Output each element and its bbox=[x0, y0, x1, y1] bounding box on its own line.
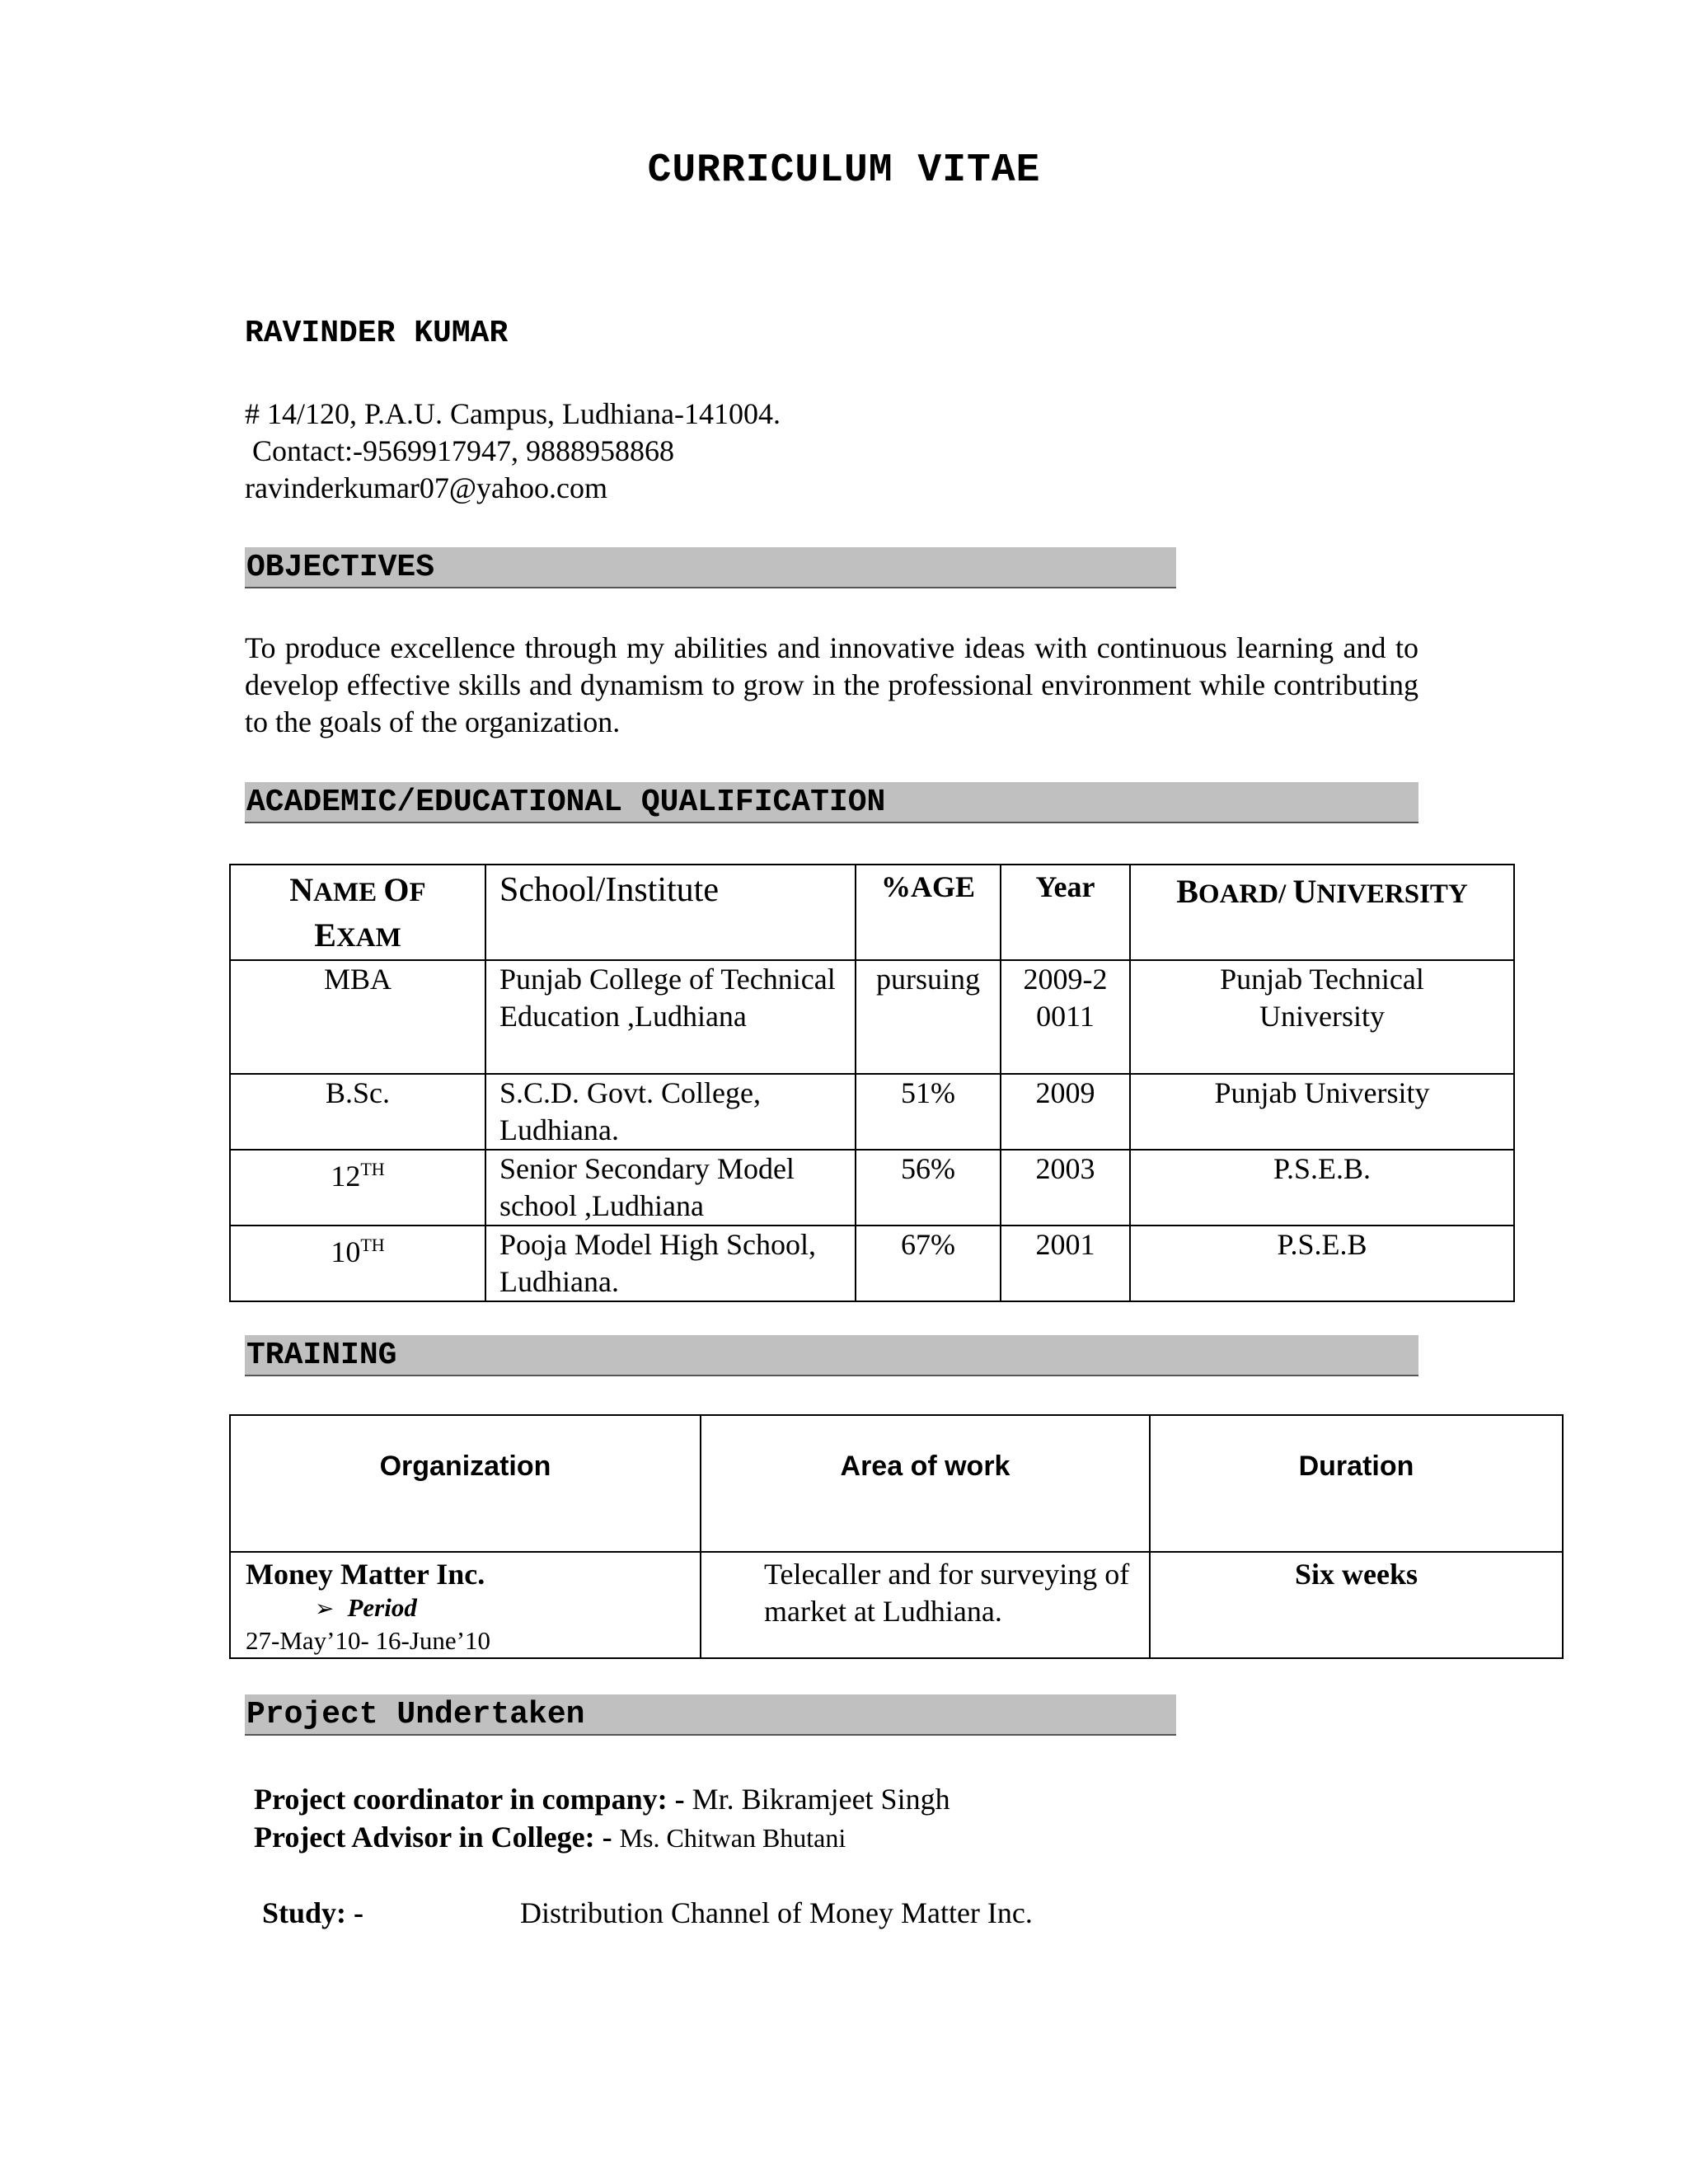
exam-cell bbox=[230, 1150, 485, 1226]
exam-cell bbox=[230, 960, 485, 1074]
table-row bbox=[230, 960, 1514, 1074]
board-cell: P.S.E.B. bbox=[1130, 1150, 1514, 1226]
header-board-part-oard: OARD bbox=[1198, 879, 1279, 909]
school-cell: Senior Secondary Model school ,Ludhiana bbox=[485, 1150, 856, 1226]
organization-name: Money Matter Inc. bbox=[246, 1558, 485, 1591]
organization-cell bbox=[230, 1552, 701, 1658]
header-name-of-exam bbox=[230, 865, 485, 960]
year-cell: 2003 bbox=[1001, 1150, 1130, 1226]
exam-name: 10 bbox=[331, 1235, 361, 1268]
exam-name: MBA bbox=[323, 963, 392, 996]
email-address: ravinderkumar07@yahoo.com bbox=[245, 471, 608, 504]
project-advisor-label: Project Advisor in College: - bbox=[254, 1821, 620, 1854]
header-exam-part-ame: AME bbox=[313, 878, 384, 907]
training-header-row bbox=[230, 1415, 1563, 1552]
percentage-cell: 56% bbox=[856, 1150, 1001, 1226]
section-heading-training: TRAINING bbox=[245, 1335, 1418, 1376]
header-year: Year bbox=[1001, 865, 1130, 960]
percentage-cell: pursuing bbox=[856, 960, 1001, 1074]
section-heading-project: Project Undertaken bbox=[245, 1694, 1176, 1736]
header-duration: Duration bbox=[1150, 1415, 1563, 1552]
document-title: CURRICULUM VITAE bbox=[647, 148, 1041, 193]
header-board-letter-u: U bbox=[1292, 873, 1317, 910]
project-coordinator-line bbox=[254, 1782, 950, 1816]
header-board-part-niversity: NIVERSITY bbox=[1316, 879, 1468, 909]
phone-numbers: Contact:-9569917947, 9888958868 bbox=[245, 434, 674, 467]
period-dates: 27-May’10- 16-June’10 bbox=[246, 1626, 491, 1655]
project-coordinator-label: Project coordinator in company: - bbox=[254, 1783, 692, 1816]
exam-name: 12 bbox=[331, 1160, 361, 1193]
study-text: Distribution Channel of Money Matter Inc. bbox=[520, 1896, 1033, 1929]
header-area-of-work: Area of work bbox=[701, 1415, 1150, 1552]
header-board-letter-b: B bbox=[1176, 873, 1198, 910]
exam-superscript: TH bbox=[360, 1235, 385, 1255]
header-exam-letter-n: N bbox=[289, 871, 314, 908]
education-table bbox=[229, 864, 1515, 1302]
year-cell: 2009-2 0011 bbox=[1001, 960, 1130, 1074]
project-advisor-line bbox=[254, 1820, 846, 1854]
header-percentage: %AGE bbox=[856, 865, 1001, 960]
header-exam-part-xam: XAM bbox=[335, 923, 401, 953]
header-organization: Organization bbox=[230, 1415, 701, 1552]
objective-text: To produce excellence through my abilities and innovative ideas with continuous learning and to develop effective skills and dynamism to grow in the professional environment while contributing to the goals of the organization. bbox=[245, 631, 1418, 738]
duration-cell: Six weeks bbox=[1150, 1552, 1563, 1658]
exam-cell bbox=[230, 1226, 485, 1301]
table-row bbox=[230, 1226, 1514, 1301]
exam-name: B.Sc. bbox=[325, 1076, 390, 1109]
exam-superscript: TH bbox=[360, 1159, 385, 1179]
address: # 14/120, P.A.U. Campus, Ludhiana-141004. bbox=[245, 397, 781, 430]
period-label: Period bbox=[347, 1593, 417, 1622]
percentage-cell: 67% bbox=[856, 1226, 1001, 1301]
header-board-separator: / bbox=[1278, 879, 1293, 909]
study-label: Study: - bbox=[262, 1896, 364, 1929]
section-heading-objectives: OBJECTIVES bbox=[245, 547, 1176, 588]
area-of-work-cell: Telecaller and for surveying of market at Ludhiana. bbox=[701, 1552, 1150, 1658]
period-row bbox=[246, 1592, 700, 1624]
table-row bbox=[230, 1150, 1514, 1226]
candidate-name: RAVINDER KUMAR bbox=[245, 316, 509, 351]
header-school: School/Institute bbox=[485, 865, 856, 960]
percentage-cell: 51% bbox=[856, 1074, 1001, 1150]
header-exam-letter-e: E bbox=[314, 916, 336, 954]
education-header-row bbox=[230, 865, 1514, 960]
table-row bbox=[230, 1552, 1563, 1658]
project-advisor-name: Ms. Chitwan Bhutani bbox=[619, 1823, 846, 1853]
year-cell: 2001 bbox=[1001, 1226, 1130, 1301]
section-heading-academic: ACADEMIC/EDUCATIONAL QUALIFICATION bbox=[245, 782, 1418, 823]
training-table bbox=[229, 1414, 1564, 1659]
header-exam-letter-f: F bbox=[409, 878, 426, 907]
year-cell: 2009 bbox=[1001, 1074, 1130, 1150]
header-exam-letter-o: O bbox=[383, 871, 410, 908]
board-cell: Punjab Technical University bbox=[1130, 960, 1514, 1074]
table-row bbox=[230, 1074, 1514, 1150]
board-cell: Punjab University bbox=[1130, 1074, 1514, 1150]
school-cell: Pooja Model High School, Ludhiana. bbox=[485, 1226, 856, 1301]
board-cell: P.S.E.B bbox=[1130, 1226, 1514, 1301]
exam-cell bbox=[230, 1074, 485, 1150]
school-cell: S.C.D. Govt. College, Ludhiana. bbox=[485, 1074, 856, 1150]
project-coordinator-name: Mr. Bikramjeet Singh bbox=[692, 1783, 950, 1816]
school-cell: Punjab College of Technical Education ,Ludhiana bbox=[485, 960, 856, 1074]
arrow-bullet-icon: ➢ bbox=[315, 1595, 335, 1622]
header-board-university bbox=[1130, 865, 1514, 960]
